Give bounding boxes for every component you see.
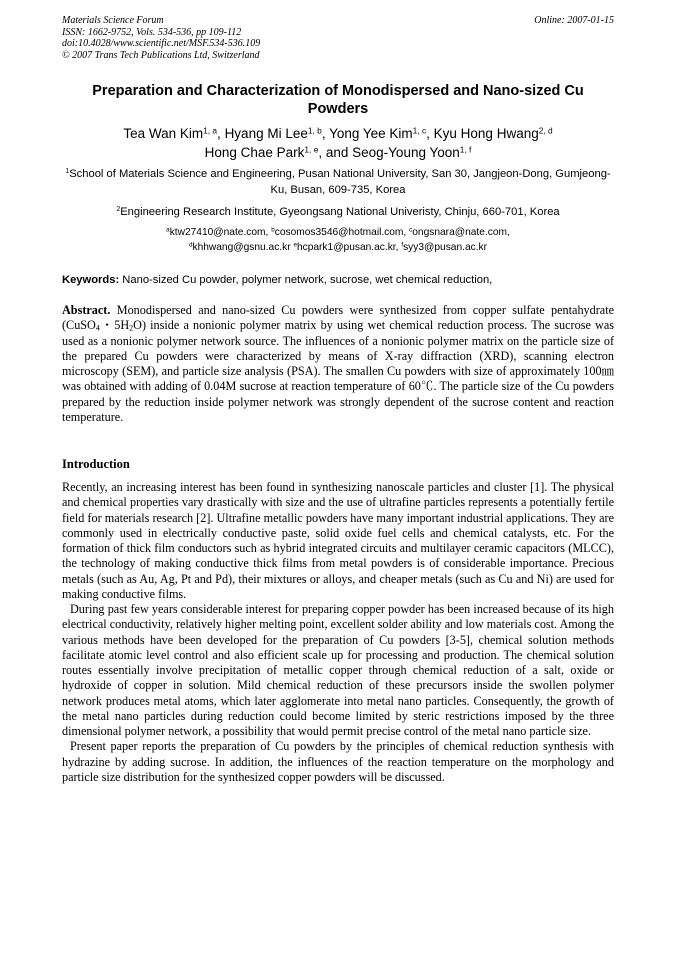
author-name: Tea Wan Kim (123, 126, 204, 141)
abstract-subscript: 4 (95, 323, 100, 333)
keywords-label: Keywords: (62, 274, 120, 286)
author-affil-mark: 1, a (203, 125, 218, 136)
author-name: Yong Yee Kim (329, 126, 413, 141)
email-mark: d (188, 241, 193, 249)
abstract-text: O) inside a nonionic polymer matrix by using wet chemical reduction process. The sucrose was used as a nonionic polymer network source. The influences of a nonionic polymer matrix on the particle size of the prepared Cu powders were characterized by means of X-ray diffraction (XRD), scanning electron microscopy (SEM), and particle size analysis (PSA). The smallen Cu powders with size of approximately 100㎚ was obtained with adding of 0.04M sucrose at reaction temperature of 60℃. The particle size of the Cu powders prepared by the reduction inside polymer network was strongly dependent of the sucrose content and reaction temperature. (62, 318, 614, 424)
affiliation-2 (62, 204, 614, 220)
author-emails (62, 226, 614, 255)
abstract-label: Abstract. (62, 303, 111, 317)
author-list: Tea Wan Kim$^{1, a}$, Hyang Mi Lee$^{1, b}$, Yong Yee Kim$^{1, c}$, Kyu Hong Hwang$^{2, d}$ Hong Chae Park$^{1, e}$, and Seog-Young Yoon$^{1, f}$ (123, 125, 553, 160)
journal-name: Materials Science Forum (62, 15, 164, 26)
author-name: Hong Chae Park (204, 145, 305, 160)
email-address: ongsnara@nate.com, (412, 227, 510, 238)
email-address: khhwang@gsnu.ac.kr (192, 241, 294, 253)
email-mark: e (293, 241, 297, 249)
copyright-line: © 2007 Trans Tech Publications Ltd, Switzerland (62, 49, 260, 61)
email-mark: c (409, 226, 413, 234)
email-address: hcpark1@pusan.ac.kr, (296, 241, 402, 253)
affiliation-number: 1 (65, 168, 70, 176)
email-address: ktw27410@nate.com, (169, 227, 272, 238)
author-name: Hyang Mi Lee (224, 126, 308, 141)
author-name: Kyu Hong Hwang (433, 126, 539, 141)
abstract-subscript: 2 (129, 323, 134, 333)
author-affil-mark: 1, b (307, 125, 322, 136)
abstract-text: ・5H (99, 318, 130, 333)
abstract-text: Monodispersed and nano-sized Cu powders were synthesized from copper sulfate pentahydrate (CuSO (62, 303, 614, 333)
email-mark: a (166, 226, 170, 234)
abstract (62, 303, 614, 425)
keywords (62, 273, 614, 288)
author-conjunction: , and (318, 145, 353, 160)
paper-title: Preparation and Characterization of Monodispersed and Nano-sized Cu Powders (92, 83, 584, 117)
affiliation-text: School of Materials Science and Engineering, Pusan National University, San 30, Jangjeon-Dong, Gumjeong-Ku, Busan, 609-735, Korea (69, 168, 611, 196)
affiliation-1 (62, 166, 614, 198)
author-affil-mark: 1, e (304, 144, 319, 155)
author-affil-mark: 2, d (538, 125, 553, 136)
email-mark: f (401, 241, 404, 249)
doi-line: doi:10.4028/www.scientific.net/MSF.534-536.109 (62, 38, 261, 50)
email-mark: b (271, 226, 275, 234)
online-date: Online: 2007-01-15 (534, 15, 614, 26)
journal-header (62, 15, 260, 61)
email-address: syy3@pusan.ac.kr (403, 241, 488, 253)
email-address: cosomos3546@hotmail.com, (274, 227, 410, 238)
issn-line: ISSN: 1662-9752, Vols. 534-536, pp 109-112 (62, 26, 242, 38)
affiliation-number: 2 (116, 206, 121, 214)
author-affil-mark: 1, f (459, 144, 472, 155)
paragraph: During past few years considerable interest for preparing copper powder has been increased because of its high electrical conductivity, relatively higher melting point, excellent solder ability and low materials cost. Among the various methods have been developed for the preparation of Cu powders [3-5], chemical solution methods facilitate atomic level control and also efficient scale up for processing and production. The chemical solution routes essentially involve precipitation of metallic copper through chemical reduction of a salt, oxide or hydroxide of copper in solution. Mild chemical reduction of these precursors inside the swollen polymer network produces metal atoms, which later agglomerate into metal nano particles. Consequently, the growth of the metal nano particles during reduction could become limited by steric restrictions imposed by the three dimensional polymer network, a possibility that would permit precise control of the metal nano particle size. (62, 602, 614, 738)
author-name: Seog-Young Yoon (352, 145, 460, 160)
keywords-text: Nano-sized Cu powder, polymer network, sucrose, wet chemical reduction, (119, 274, 493, 286)
introduction-heading: Introduction (62, 457, 130, 471)
introduction-body (62, 480, 614, 785)
author-affil-mark: 1, c (412, 125, 427, 136)
affiliation-text: Engineering Research Institute, Gyeongsang National Univeristy, Chinju, 660-701, Korea (120, 206, 560, 218)
paragraph: Recently, an increasing interest has been found in synthesizing nanoscale particles and cluster [1]. The physical and chemical properties vary drastically with size and the use of ultrafine particles represents a potentially fertile field for materials research [2]. Ultrafine metallic powders have many important industrial applications. They are commonly used in electrically conductive paste, solid oxide fuel cells and chemical catalysts, etc. For the formation of thick film conductors such as hybrid integrated circuits and multilayer ceramic capacitors (MLCC), the technology of making conductive thick films from metal powders is of considerable importance. Precious metals (such as Au, Ag, Pt and Pd), their mixtures or alloys, and cheaper metals (such as Cu and Ni) are used for making conductive films. (62, 480, 614, 601)
paragraph: Present paper reports the preparation of Cu powders by the principles of chemical reduction synthesis with hydrazine by adding sucrose. In addition, the influences of the reaction temperature on the morphology and particle size distribution for the synthesized copper powders will be discussed. (62, 739, 614, 784)
